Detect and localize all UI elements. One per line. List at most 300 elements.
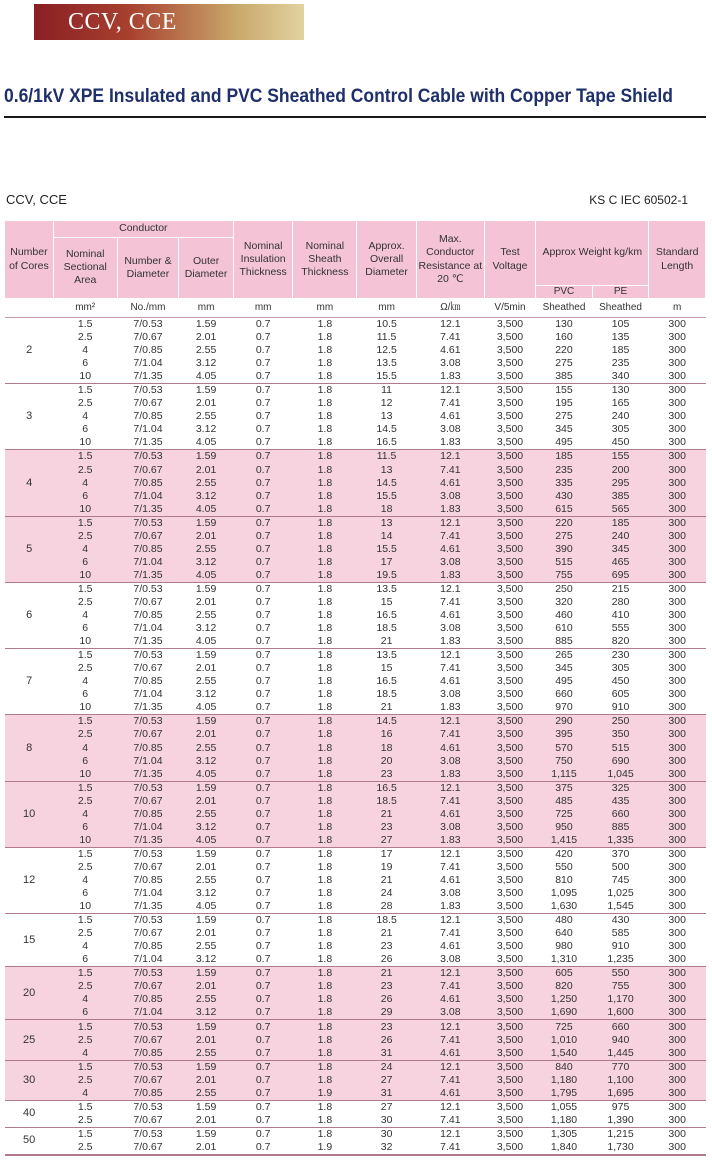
cell-insulation: 0.7 [255, 701, 271, 714]
cell-standard-length: 300 [649, 980, 706, 993]
table-row [5, 662, 706, 675]
cell-test-voltage: 3,500 [484, 1087, 535, 1101]
cell-sheath: 1.8 [293, 477, 357, 490]
cell-area: 1.5 [53, 450, 117, 464]
cell-overall-diameter: 16.5 [376, 609, 397, 622]
unit-pe: Sheathed [592, 299, 649, 318]
cell-weight-pvc: 1,795 [536, 1087, 593, 1101]
cell-sheath: 1.8 [293, 649, 357, 663]
cell-overall-diameter: 26 [357, 993, 417, 1006]
cell-number-diameter: 7/0.85 [117, 477, 179, 490]
cell-weight-pvc: 615 [536, 503, 593, 517]
cell-number-diameter: 7/1.04 [133, 622, 163, 635]
cell-standard-length: 300 [649, 450, 706, 464]
cell-resistance: 3.08 [440, 423, 461, 436]
cell-weight-pe: 345 [592, 543, 649, 556]
cell-number-diameter: 7/0.85 [117, 742, 179, 755]
cell-number-diameter: 7/0.53 [117, 967, 179, 981]
cell-area: 4 [82, 410, 89, 423]
cell-number-diameter: 7/0.85 [133, 410, 163, 423]
cell-overall-diameter: 27 [357, 1100, 417, 1114]
cell-standard-length: 300 [649, 543, 706, 556]
cell-outer-diameter: 1.59 [179, 1127, 234, 1141]
cell-weight-pe: 585 [611, 927, 630, 940]
cell-overall-diameter: 27 [357, 1074, 417, 1087]
cell-cores: 12 [5, 847, 53, 913]
cell-number-diameter: 7/0.67 [133, 397, 163, 410]
cell-insulation: 0.7 [233, 1127, 293, 1141]
cell-outer-diameter: 1.59 [179, 1060, 234, 1074]
cell-insulation: 0.7 [233, 384, 293, 398]
cell-area: 2.5 [77, 927, 93, 940]
cell-weight-pe: 1,730 [592, 1141, 649, 1155]
cell-resistance: 12.1 [416, 582, 484, 596]
cell-sheath: 1.8 [317, 635, 333, 648]
table-row [5, 715, 706, 729]
cell-area: 4 [53, 808, 117, 821]
cell-area: 2.5 [53, 530, 117, 543]
cell-number-diameter: 7/0.53 [117, 1127, 179, 1141]
cell-insulation: 0.7 [233, 914, 293, 928]
unit-overall: mm [357, 299, 417, 318]
cell-weight-pe: 565 [592, 503, 649, 517]
cell-standard-length: 300 [649, 914, 706, 928]
unit-outer-diameter: mm [179, 299, 234, 318]
cell-overall-diameter: 23 [357, 821, 417, 834]
cell-area: 10 [79, 900, 92, 913]
cell-area: 6 [82, 622, 89, 635]
cell-overall-diameter: 21 [380, 635, 393, 648]
cell-sheath: 1.8 [293, 1060, 357, 1074]
cell-area: 1.5 [53, 715, 117, 729]
table-row [5, 569, 706, 583]
cell-weight-pe: 1,100 [592, 1074, 649, 1087]
cell-area: 1.5 [53, 1127, 117, 1141]
cell-test-voltage: 3,500 [484, 318, 535, 332]
table-row [5, 1034, 706, 1047]
cell-standard-length: 300 [649, 477, 706, 490]
cell-test-voltage: 3,500 [484, 728, 535, 741]
cell-outer-diameter: 3.12 [195, 887, 217, 900]
table-row [5, 516, 706, 530]
cell-resistance: 3.08 [440, 953, 461, 966]
table-row [5, 1060, 706, 1074]
cell-test-voltage: 3,500 [496, 635, 524, 648]
cell-resistance: 7.41 [440, 331, 461, 344]
cell-insulation: 0.7 [255, 370, 271, 383]
cell-cores: 4 [5, 450, 53, 516]
cell-insulation: 0.7 [233, 728, 293, 741]
cell-standard-length: 300 [649, 1060, 706, 1074]
cell-insulation: 0.7 [255, 900, 271, 913]
title-divider [4, 116, 706, 118]
cell-insulation: 0.7 [255, 410, 271, 423]
cell-outer-diameter: 2.55 [179, 543, 234, 556]
cell-weight-pvc: 195 [555, 397, 573, 410]
cell-area: 1.5 [53, 1060, 117, 1074]
cell-overall-diameter: 21 [380, 873, 393, 886]
cell-outer-diameter: 4.05 [195, 370, 217, 383]
cell-cores: 3 [5, 384, 53, 450]
table-row [5, 357, 706, 370]
cell-number-diameter: 7/1.35 [117, 768, 179, 782]
cell-sheath: 1.8 [293, 556, 357, 569]
cell-sheath: 1.8 [293, 980, 357, 993]
cell-outer-diameter: 1.59 [179, 715, 234, 729]
cell-sheath: 1.8 [317, 900, 333, 913]
table-row [5, 635, 706, 649]
table-row [5, 1100, 706, 1114]
cell-outer-diameter: 1.59 [179, 649, 234, 663]
cell-test-voltage: 3,500 [484, 516, 535, 530]
cell-weight-pvc: 265 [536, 649, 593, 663]
cell-weight-pvc: 345 [555, 423, 573, 436]
cell-outer-diameter: 3.12 [195, 622, 217, 635]
table-row [5, 503, 706, 517]
cell-resistance: 12.1 [416, 847, 484, 861]
cell-weight-pvc: 515 [536, 556, 593, 569]
cell-outer-diameter: 2.55 [195, 940, 217, 953]
table-row [5, 1141, 706, 1155]
cell-overall-diameter: 18.5 [357, 914, 417, 928]
cell-overall-diameter: 13.5 [376, 357, 397, 370]
table-row [5, 927, 706, 940]
cell-overall-diameter: 20 [357, 755, 417, 768]
cell-number-diameter: 7/1.04 [117, 1006, 179, 1020]
cell-sheath: 1.8 [317, 927, 333, 940]
cell-insulation: 0.7 [233, 450, 293, 464]
cell-test-voltage: 3,500 [496, 688, 524, 701]
cell-standard-length: 300 [668, 675, 686, 688]
table-row [5, 464, 706, 477]
cell-sheath: 1.8 [317, 688, 333, 701]
cell-number-diameter: 7/0.85 [133, 609, 163, 622]
cell-resistance: 12.1 [416, 967, 484, 981]
cell-standard-length: 300 [649, 1087, 706, 1101]
cell-outer-diameter: 4.05 [195, 635, 217, 648]
cell-test-voltage: 3,500 [496, 701, 524, 714]
cell-standard-length: 300 [668, 940, 686, 953]
cell-weight-pvc: 1,095 [550, 887, 578, 900]
cell-resistance: 7.41 [416, 530, 484, 543]
cell-weight-pvc: 810 [555, 873, 573, 886]
cell-resistance: 1.83 [440, 701, 461, 714]
cell-weight-pe: 755 [592, 980, 649, 993]
cell-sheath: 1.8 [317, 940, 333, 953]
cell-overall-diameter: 16.5 [357, 781, 417, 795]
table-row [5, 847, 706, 861]
cell-sheath: 1.8 [317, 887, 333, 900]
cell-overall-diameter: 23 [380, 940, 393, 953]
cell-outer-diameter: 3.12 [195, 688, 217, 701]
cell-sheath: 1.8 [317, 331, 333, 344]
table-row [5, 821, 706, 834]
cell-outer-diameter: 4.05 [179, 834, 234, 848]
cell-overall-diameter: 18.5 [357, 795, 417, 808]
cell-standard-length: 300 [649, 728, 706, 741]
cell-weight-pe: 690 [592, 755, 649, 768]
cell-outer-diameter: 2.01 [195, 860, 217, 873]
cell-test-voltage: 3,500 [484, 847, 535, 861]
cell-standard-length: 300 [649, 742, 706, 755]
cell-weight-pe: 165 [611, 397, 630, 410]
cell-insulation: 0.7 [255, 940, 271, 953]
cell-outer-diameter: 1.59 [179, 582, 234, 596]
cell-sheath: 1.8 [317, 370, 333, 383]
cell-test-voltage: 3,500 [484, 490, 535, 503]
cell-area: 1.5 [53, 318, 117, 332]
cell-area: 1.5 [53, 1020, 117, 1034]
cell-insulation: 0.7 [255, 357, 271, 370]
cell-number-diameter: 7/0.53 [117, 582, 179, 596]
cell-weight-pvc: 495 [555, 436, 573, 449]
cell-area: 2.5 [77, 662, 93, 675]
cell-weight-pvc: 385 [555, 370, 573, 383]
cell-resistance: 1.83 [416, 834, 484, 848]
header-outer-diameter: Outer Diameter [179, 237, 234, 299]
cell-weight-pe: 435 [592, 795, 649, 808]
cell-standard-length: 300 [649, 1100, 706, 1114]
cell-resistance: 12.1 [416, 715, 484, 729]
cell-weight-pe: 450 [611, 675, 630, 688]
cell-test-voltage: 3,500 [496, 1113, 524, 1126]
cell-test-voltage: 3,500 [484, 450, 535, 464]
cell-outer-diameter: 2.01 [179, 1034, 234, 1047]
cell-overall-diameter: 13 [357, 464, 417, 477]
cell-overall-diameter: 23 [357, 768, 417, 782]
cell-number-diameter: 7/0.53 [117, 1060, 179, 1074]
cell-outer-diameter: 1.59 [179, 1020, 234, 1034]
cell-area: 10 [79, 370, 92, 383]
cell-outer-diameter: 4.05 [179, 768, 234, 782]
cell-insulation: 0.7 [255, 873, 271, 886]
cell-resistance: 1.83 [416, 569, 484, 583]
cell-weight-pvc: 1,840 [536, 1141, 593, 1155]
header-conductor: Conductor [53, 221, 233, 237]
cell-insulation: 0.7 [233, 1074, 293, 1087]
cell-insulation: 0.7 [255, 436, 271, 449]
cell-weight-pe: 820 [611, 635, 630, 648]
cell-resistance: 1.83 [440, 436, 461, 449]
cell-resistance: 4.61 [440, 675, 461, 688]
cell-outer-diameter: 1.59 [179, 847, 234, 861]
cell-outer-diameter: 3.12 [195, 357, 217, 370]
cell-overall-diameter: 14.5 [357, 715, 417, 729]
cell-weight-pvc: 640 [555, 927, 573, 940]
cell-resistance: 1.83 [416, 768, 484, 782]
table-row [5, 609, 706, 622]
cell-weight-pvc: 1,630 [550, 900, 578, 913]
cell-sheath: 1.8 [317, 1113, 333, 1126]
cell-outer-diameter: 4.05 [179, 503, 234, 517]
cell-resistance: 3.08 [440, 887, 461, 900]
cell-outer-diameter: 4.05 [195, 436, 217, 449]
cell-weight-pe: 200 [592, 464, 649, 477]
cell-weight-pe: 230 [592, 649, 649, 663]
cell-weight-pe: 550 [592, 967, 649, 981]
cell-overall-diameter: 29 [357, 1006, 417, 1020]
cell-standard-length: 300 [668, 410, 686, 423]
cell-sheath: 1.8 [293, 464, 357, 477]
cell-test-voltage: 3,500 [484, 1034, 535, 1047]
cell-area: 4 [53, 543, 117, 556]
header-standard-length: Standard Length [649, 221, 706, 299]
cell-area: 2.5 [53, 1074, 117, 1087]
cell-number-diameter: 7/0.67 [117, 728, 179, 741]
unit-cores [5, 299, 53, 318]
cell-weight-pvc: 1,310 [550, 953, 578, 966]
table-row [5, 861, 706, 874]
cell-test-voltage: 3,500 [484, 1100, 535, 1114]
cell-overall-diameter: 15.5 [357, 543, 417, 556]
cell-sheath: 1.8 [293, 1034, 357, 1047]
spec-table [5, 221, 706, 1156]
cell-area: 10 [53, 503, 117, 517]
cell-weight-pvc: 1,115 [536, 768, 593, 782]
cell-insulation: 0.7 [255, 397, 271, 410]
cell-standard-length: 300 [649, 1074, 706, 1087]
table-row [5, 344, 706, 357]
cell-standard-length: 300 [668, 596, 686, 608]
cell-sheath: 1.8 [293, 728, 357, 741]
cell-overall-diameter: 31 [357, 1047, 417, 1061]
cell-insulation: 0.7 [233, 1060, 293, 1074]
unit-length: m [649, 299, 706, 318]
cell-insulation: 0.7 [233, 768, 293, 782]
cell-resistance: 3.08 [440, 688, 461, 701]
cell-weight-pvc: 605 [536, 967, 593, 981]
unit-area: mm² [53, 299, 117, 318]
cell-weight-pvc: 885 [555, 635, 573, 648]
cell-sheath: 1.8 [293, 967, 357, 981]
cell-standard-length: 300 [649, 464, 706, 477]
cell-weight-pvc: 345 [555, 662, 573, 675]
cell-sheath: 1.8 [293, 450, 357, 464]
cell-insulation: 0.7 [233, 503, 293, 517]
header-resistance: Max. Conductor Resistance at 20 ℃ [416, 221, 484, 299]
cell-outer-diameter: 2.01 [195, 596, 217, 608]
table-row [5, 940, 706, 953]
table-row [5, 900, 706, 914]
cell-test-voltage: 3,500 [484, 967, 535, 981]
cell-insulation: 0.7 [255, 344, 271, 357]
cell-cores: 10 [5, 781, 53, 847]
table-row [5, 980, 706, 993]
cell-cores: 25 [5, 1020, 53, 1060]
cell-cores: 5 [5, 516, 53, 582]
cell-standard-length: 300 [649, 715, 706, 729]
cell-area: 6 [53, 755, 117, 768]
cell-test-voltage: 3,500 [496, 331, 524, 344]
cell-standard-length: 300 [649, 795, 706, 808]
cell-standard-length: 300 [649, 516, 706, 530]
cell-insulation: 0.7 [233, 980, 293, 993]
cell-outer-diameter: 2.01 [195, 1113, 217, 1126]
cell-number-diameter: 7/1.35 [117, 834, 179, 848]
cell-area: 1.5 [53, 914, 117, 928]
cell-outer-diameter: 2.01 [195, 662, 217, 675]
unit-insulation: mm [233, 299, 293, 318]
cell-insulation: 0.7 [255, 331, 271, 344]
cell-number-diameter: 7/0.53 [117, 516, 179, 530]
cell-overall-diameter: 17 [357, 556, 417, 569]
table-row [5, 834, 706, 848]
cell-weight-pe: 1,545 [607, 900, 634, 913]
table-row [5, 742, 706, 755]
cell-number-diameter: 7/1.04 [133, 953, 163, 966]
cell-weight-pe: 1,695 [592, 1087, 649, 1101]
cell-area: 2.5 [77, 397, 93, 410]
cell-sheath: 1.8 [293, 1127, 357, 1141]
table-row [5, 410, 706, 423]
cell-test-voltage: 3,500 [484, 1060, 535, 1074]
cell-outer-diameter: 2.55 [195, 344, 217, 357]
cell-resistance: 7.41 [416, 1034, 484, 1047]
cell-area: 2.5 [53, 1141, 117, 1155]
cell-resistance: 4.61 [416, 993, 484, 1006]
cell-test-voltage: 3,500 [484, 1047, 535, 1061]
cell-standard-length: 300 [649, 993, 706, 1006]
cell-weight-pvc: 1,250 [536, 993, 593, 1006]
cell-overall-diameter: 27 [357, 834, 417, 848]
cell-standard-length: 300 [668, 331, 686, 344]
cell-standard-length: 300 [668, 900, 686, 913]
table-row [5, 649, 706, 663]
table-row [5, 874, 706, 887]
cell-resistance: 4.61 [440, 410, 461, 423]
cell-resistance: 1.83 [416, 503, 484, 517]
cell-insulation: 0.7 [255, 688, 271, 701]
cell-test-voltage: 3,500 [484, 569, 535, 583]
cell-weight-pe: 660 [592, 808, 649, 821]
cell-number-diameter: 7/0.85 [117, 543, 179, 556]
cell-outer-diameter: 1.59 [179, 1100, 234, 1114]
cell-weight-pe: 940 [592, 1034, 649, 1047]
cell-weight-pvc: 275 [536, 530, 593, 543]
cell-insulation: 0.7 [255, 953, 271, 966]
cell-resistance: 4.61 [416, 1047, 484, 1061]
cell-number-diameter: 7/0.67 [133, 860, 163, 873]
cell-resistance: 12.1 [416, 649, 484, 663]
cell-weight-pvc: 275 [555, 357, 573, 370]
cell-number-diameter: 7/0.85 [133, 873, 163, 886]
cell-cores: 40 [5, 1100, 53, 1127]
cell-sheath: 1.8 [317, 357, 333, 370]
cell-standard-length: 300 [649, 318, 706, 332]
cell-number-diameter: 7/0.85 [117, 808, 179, 821]
cell-weight-pvc: 820 [536, 980, 593, 993]
table-row [5, 384, 706, 398]
cell-weight-pvc: 660 [555, 688, 573, 701]
cell-test-voltage: 3,500 [484, 781, 535, 795]
cell-test-voltage: 3,500 [496, 900, 524, 913]
cell-sheath: 1.8 [293, 768, 357, 782]
cell-sheath: 1.8 [293, 384, 357, 398]
cell-cores: 30 [5, 1060, 53, 1100]
cell-area: 2.5 [77, 860, 93, 873]
cell-weight-pe: 240 [592, 530, 649, 543]
cell-weight-pe: 155 [592, 450, 649, 464]
cell-weight-pvc: 395 [536, 728, 593, 741]
cell-insulation: 0.7 [255, 662, 271, 675]
cell-test-voltage: 3,500 [484, 1020, 535, 1034]
cell-sheath: 1.8 [293, 1074, 357, 1087]
cell-sheath: 1.8 [293, 318, 357, 332]
cell-test-voltage: 3,500 [496, 873, 524, 886]
cell-number-diameter: 7/1.35 [133, 436, 163, 449]
cell-number-diameter: 7/0.67 [133, 331, 163, 344]
cell-resistance: 4.61 [416, 1087, 484, 1101]
